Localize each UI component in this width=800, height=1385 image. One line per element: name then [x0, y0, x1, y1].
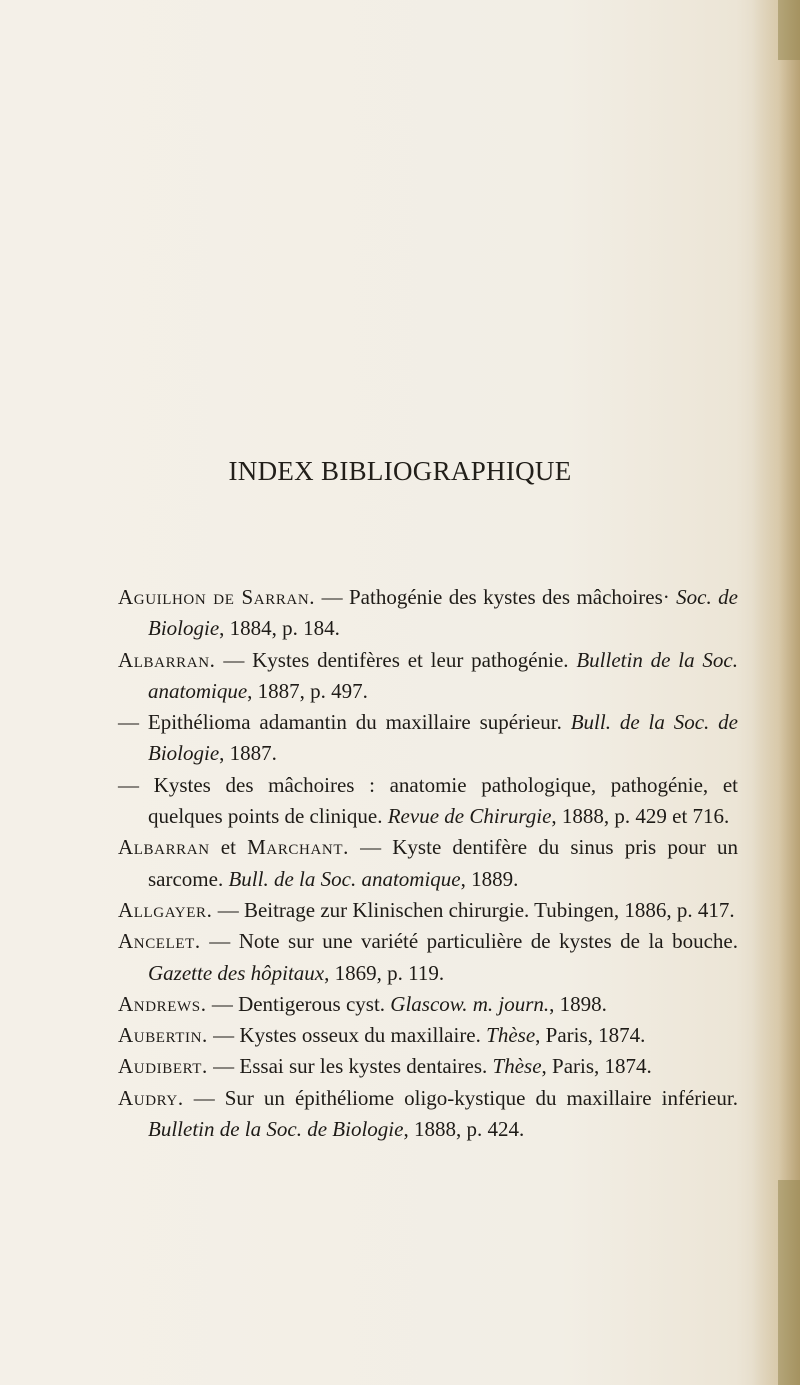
entry-journal: Bull. de la Soc. de Biologie: [148, 710, 738, 766]
entry-text: — Kystes osseux du maxillaire.: [207, 1023, 487, 1048]
entry-text: — Pathogénie des kystes des mâchoires·: [315, 585, 677, 609]
entry-author: Audry.: [118, 1085, 184, 1110]
entry-ref: , Paris, 1874.: [541, 1054, 652, 1079]
entry-journal: Thèse: [492, 1054, 542, 1079]
entry-author: Albarran: [118, 835, 210, 860]
entry-ref: , 1887.: [219, 741, 277, 766]
entry-ref: , 1884, p. 184.: [219, 616, 340, 641]
entry-ref: , 1888, p. 424.: [403, 1117, 525, 1142]
entry-journal: Revue de Chirurgie: [387, 804, 552, 829]
entry-text: — Kystes dentifères et leur pathogénie.: [215, 647, 577, 672]
page-edge-stain: [752, 0, 800, 1385]
entry-journal: Bull. de la Soc. anatomique: [228, 866, 461, 891]
entry-text: — Essai sur les kystes dentaires.: [207, 1054, 493, 1079]
bibliography-entry: [118, 895, 738, 926]
bibliography-entry: [118, 1083, 738, 1146]
entry-text: — Kystes des mâchoires : anatomie pathologique, pathogénie, et quelques points de clinique.: [118, 772, 738, 829]
entry-text: — Kyste dentifère du sinus pris pour un sarcome.: [148, 835, 738, 891]
entry-author: Aguilhon de Sarran.: [118, 585, 316, 609]
entry-text: — Dentigerous cyst.: [206, 991, 391, 1016]
entry-author: Albarran.: [118, 647, 216, 672]
entry-author: Audibert.: [118, 1054, 208, 1079]
entry-text: — Sur un épithéliome oligo-kystique du maxillaire inférieur.: [183, 1085, 738, 1110]
entry-author-joiner: et: [209, 835, 248, 860]
bibliography-entry: [118, 1051, 738, 1082]
entry-journal: Gazette des hôpitaux: [148, 960, 325, 985]
entry-ref: , 1889.: [460, 866, 519, 891]
entry-journal: Soc. de Biologie: [148, 585, 738, 641]
entry-author: Allgayer.: [118, 897, 213, 922]
entry-text: — Beitrage zur Klinischen chirurgie. Tubingen, 1886, p. 417.: [212, 897, 735, 922]
entry-ref: , 1898.: [549, 991, 607, 1016]
bibliography-entry: [118, 707, 738, 770]
bibliography-list: [118, 582, 738, 1145]
entry-journal: Bulletin de la Soc. anatomique: [148, 647, 738, 703]
entry-journal: Glascow. m. journ.: [390, 991, 550, 1016]
entry-journal: Bulletin de la Soc. de Biologie: [148, 1117, 404, 1142]
bibliography-entry: [118, 926, 738, 989]
entry-coauthor: Marchant.: [247, 835, 349, 860]
edge-stain-top: [778, 0, 800, 60]
bibliography-entry: [118, 645, 738, 708]
bibliography-entry: [118, 832, 738, 895]
entry-ref: , 1888, p. 429 et 716.: [551, 804, 730, 829]
bibliography-entry: [118, 770, 738, 833]
entry-author: Aubertin.: [118, 1023, 208, 1048]
entry-journal: Thèse: [486, 1023, 536, 1048]
entry-text: — Epithélioma adamantin du maxillaire supérieur.: [118, 710, 571, 735]
entry-author: Ancelet.: [118, 929, 201, 954]
edge-stain-bottom: [778, 1180, 800, 1385]
entry-author: Andrews.: [118, 991, 207, 1016]
entry-ref: , 1869, p. 119.: [324, 960, 445, 985]
bibliography-entry: [118, 1020, 738, 1051]
bibliography-entry: [118, 989, 738, 1020]
entry-ref: , Paris, 1874.: [535, 1023, 646, 1048]
page-title: INDEX BIBLIOGRAPHIQUE: [228, 456, 572, 486]
entry-text: — Note sur une variété particulière de kystes de la bouche.: [200, 929, 738, 954]
entry-ref: , 1887, p. 497.: [247, 678, 368, 703]
bibliography-entry: [118, 582, 738, 645]
